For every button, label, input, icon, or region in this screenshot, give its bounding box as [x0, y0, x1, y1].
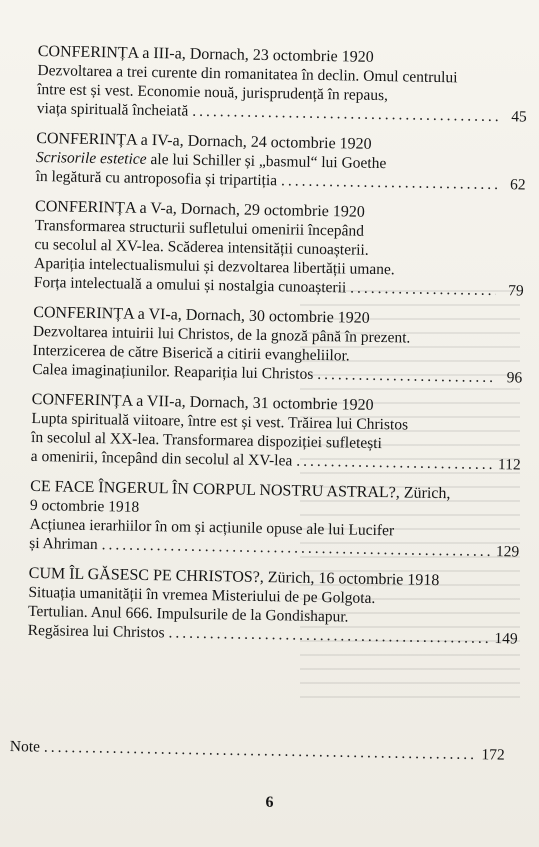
page-number: 6 — [265, 794, 274, 811]
toc-entry-line: în secolul al XX-lea. Transformarea dispoziției sufletești — [30, 428, 383, 453]
toc-entry-heading: CONFERINȚA a V-a, Dornach, 29 octombrie 1920 — [34, 197, 365, 221]
toc-entry-line: Tertulian. Anul 666. Impulsurile de la Gondishapur. — [27, 602, 349, 626]
dot-leader — [192, 102, 499, 126]
dot-leader — [281, 171, 498, 194]
table-of-contents — [27, 42, 528, 659]
toc-page-number: 172 — [481, 746, 505, 764]
toc-entry — [29, 477, 520, 562]
dot-leader — [317, 365, 494, 387]
toc-entry-line: cu secolul al XV-lea. Scăderea intensității cunoașterii. — [34, 235, 369, 259]
italic-title: Scrisorile estetice — [35, 148, 147, 168]
toc-page-number: 79 — [508, 282, 524, 300]
toc-entry-line: viața spirituală încheiată — [36, 99, 189, 120]
toc-entry-line: Interzicerea de către Biserică a citirii evangheliilor. — [32, 341, 350, 365]
toc-entry-line: 9 octombrie 1918 — [29, 496, 140, 516]
toc-entry — [32, 303, 523, 388]
toc-entry-heading: CONFERINȚA a VII-a, Dornach, 31 octombrie 1920 — [31, 390, 374, 414]
notes-entry — [10, 737, 505, 765]
toc-entry-line: în legătură cu antroposofia și tripartiția — [35, 167, 278, 190]
toc-entry-line: Calea imaginațiunilor. Reapariția lui Christos — [32, 360, 314, 383]
toc-entry — [31, 390, 522, 475]
toc-entry-heading: CONFERINȚA a VI-a, Dornach, 30 octombrie 1920 — [33, 303, 370, 327]
toc-page-number: 45 — [511, 108, 527, 126]
toc-entry-line: a omenirii, începând din secolul al XV-lea — [30, 447, 293, 470]
toc-entry-line: Acțiunea ierarhiilor în om și acțiunile opuse ale lui Lucifer — [29, 515, 395, 540]
toc-entry-line: Dezvoltarea a trei curente din romanitatea în declin. Omul centrului — [37, 61, 458, 87]
toc-entry — [28, 564, 519, 649]
notes-line — [10, 737, 505, 765]
toc-entry-line: și Ahriman — [29, 534, 98, 554]
toc-page-number: 149 — [494, 630, 518, 648]
toc-entry-line-rest: ale lui Schiller și „basmul“ lui Goethe — [146, 150, 387, 173]
toc-entry-line: Transformarea structurii sufletului omenirii începând — [34, 216, 365, 240]
toc-page-number: 129 — [495, 543, 520, 561]
notes-label: Note — [9, 737, 41, 756]
toc-page-number: 62 — [509, 176, 526, 194]
toc-entry-heading: CUM ÎL GĂSESC PE CHRISTOS?, Zürich, 16 octombrie 1918 — [28, 564, 440, 590]
toc-entry-heading: CONFERINȚA a IV-a, Dornach, 24 octombrie 1920 — [36, 129, 372, 153]
toc-entry-line: Forța intelectuală a omului și nostalgia cunoașterii — [33, 273, 347, 297]
toc-entry-line: Apariția intelectualismului și dezvoltarea libertății umane. — [33, 254, 395, 279]
toc-entry-line: Situația umanității în vremea Misteriului de pe Golgota. — [28, 583, 376, 607]
toc-entry-heading: CONFERINȚA a III-a, Dornach, 23 octombrie 1920 — [37, 42, 374, 66]
toc-entry-heading: CE FACE ÎNGERUL ÎN CORPUL NOSTRU ASTRAL?, Zürich, — [30, 477, 451, 503]
toc-entry-line: între est și vest. Economie nouă, jurisprudență în repaus, — [37, 80, 389, 105]
dot-leader — [350, 278, 496, 300]
toc-entry-line: Lupta spirituală viitoare, între est și vest. Trăirea lui Christos — [31, 409, 409, 434]
toc-entry-line: Regăsirea lui Christos — [27, 621, 165, 642]
toc-entry — [34, 197, 526, 301]
dot-leader — [44, 738, 477, 765]
toc-page-number: 112 — [497, 456, 521, 474]
toc-entry-line: Dezvoltarea intuirii lui Christos, de la gnoză până în prezent. — [32, 322, 411, 347]
toc-entry — [35, 129, 526, 195]
toc-entry — [37, 42, 528, 127]
dot-leader — [296, 452, 493, 474]
toc-page-number: 96 — [506, 369, 523, 387]
